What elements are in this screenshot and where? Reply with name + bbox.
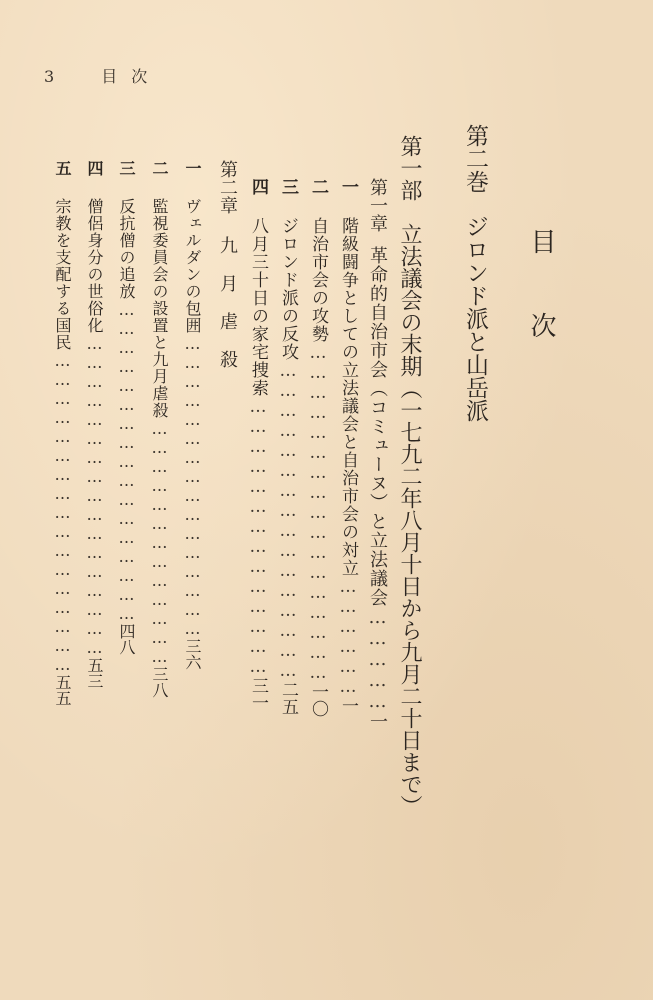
toc-entry-2-5 bbox=[54, 0, 70, 1000]
section-number: 四 bbox=[85, 160, 104, 176]
section-title: 八月三十日の家宅捜索 bbox=[248, 217, 268, 397]
part-heading bbox=[398, 0, 420, 1000]
section-title: ジロンド派の反攻 bbox=[278, 217, 298, 361]
section-title: 監視委員会の設置と九月虐殺 bbox=[150, 198, 169, 419]
volume-label: 第二巻 bbox=[462, 124, 488, 193]
leader-dots: …………… bbox=[367, 607, 388, 712]
chapter1-title: 革命的自治市会（コミューヌ）と立法議会 bbox=[367, 246, 388, 607]
section-number: 二 bbox=[308, 178, 328, 195]
part-label: 第一部 bbox=[397, 135, 422, 201]
leader-dots: ……………… bbox=[338, 577, 358, 697]
chapter1-page: 一 bbox=[367, 712, 388, 730]
section-page: 三六 bbox=[183, 638, 202, 670]
toc-entry-1-2 bbox=[309, 0, 326, 1000]
section-number: 二 bbox=[150, 160, 169, 176]
section-number: 三 bbox=[278, 178, 298, 195]
volume-heading bbox=[463, 0, 486, 1000]
section-page: 一 bbox=[338, 697, 358, 714]
chapter1-entry bbox=[368, 0, 386, 1000]
section-number: 一 bbox=[183, 160, 202, 176]
section-title: 宗教を支配する国民 bbox=[53, 198, 72, 351]
chapter2-title: 九 月 虐 殺 bbox=[217, 236, 238, 369]
page-number: 3 bbox=[44, 67, 56, 86]
leader-dots: …………………………………… bbox=[248, 397, 268, 677]
section-page: 五三 bbox=[85, 657, 104, 689]
toc-entry-1-3 bbox=[279, 0, 296, 1000]
toc-entry-1-4 bbox=[249, 0, 266, 1000]
leader-dots: …………………………………………… bbox=[308, 343, 328, 683]
toc-entry-2-2 bbox=[151, 0, 167, 1000]
part-title: 立法議会の末期（一七九二年八月十日から九月二十日まで） bbox=[397, 223, 422, 817]
section-title: 自治市会の攻勢 bbox=[308, 217, 328, 343]
section-number: 五 bbox=[53, 160, 72, 176]
section-page: 三一 bbox=[248, 677, 268, 711]
leader-dots: …………………………………………… bbox=[53, 351, 72, 674]
leader-dots: ………………………………… bbox=[150, 419, 169, 666]
toc-title: 目 次 bbox=[526, 228, 556, 354]
section-page: 四八 bbox=[117, 623, 136, 655]
toc-entry-2-4 bbox=[86, 0, 102, 1000]
section-page: 二五 bbox=[278, 681, 298, 715]
section-number: 一 bbox=[338, 178, 358, 195]
toc-entry-2-1 bbox=[184, 0, 200, 1000]
leader-dots: ………………………………………… bbox=[183, 334, 202, 638]
volume-title: ジロンド派と山岳派 bbox=[462, 215, 488, 422]
section-number: 三 bbox=[117, 160, 136, 176]
chapter2-entry bbox=[218, 0, 236, 1000]
running-title: 目次 bbox=[101, 67, 162, 86]
chapter1-label: 第一章 bbox=[367, 178, 388, 232]
toc-entry-2-3 bbox=[118, 0, 134, 1000]
section-title: ヴェルダンの包囲 bbox=[183, 198, 202, 334]
leader-dots: …………………………………………… bbox=[117, 300, 136, 623]
section-number: 四 bbox=[248, 178, 268, 195]
section-page: 三八 bbox=[150, 666, 169, 698]
section-page: 一〇 bbox=[308, 683, 328, 717]
toc-entry-1-1 bbox=[339, 0, 356, 1000]
leader-dots: ………………………………………… bbox=[278, 361, 298, 681]
section-page: 五五 bbox=[53, 674, 72, 706]
leader-dots: …………………………………………… bbox=[85, 334, 104, 657]
section-title: 僧侶身分の世俗化 bbox=[85, 198, 104, 334]
section-title: 反抗僧の追放 bbox=[117, 198, 136, 300]
chapter2-label: 第二章 bbox=[217, 160, 238, 214]
section-title: 階級闘争としての立法議会と自治市会の対立 bbox=[338, 217, 358, 577]
